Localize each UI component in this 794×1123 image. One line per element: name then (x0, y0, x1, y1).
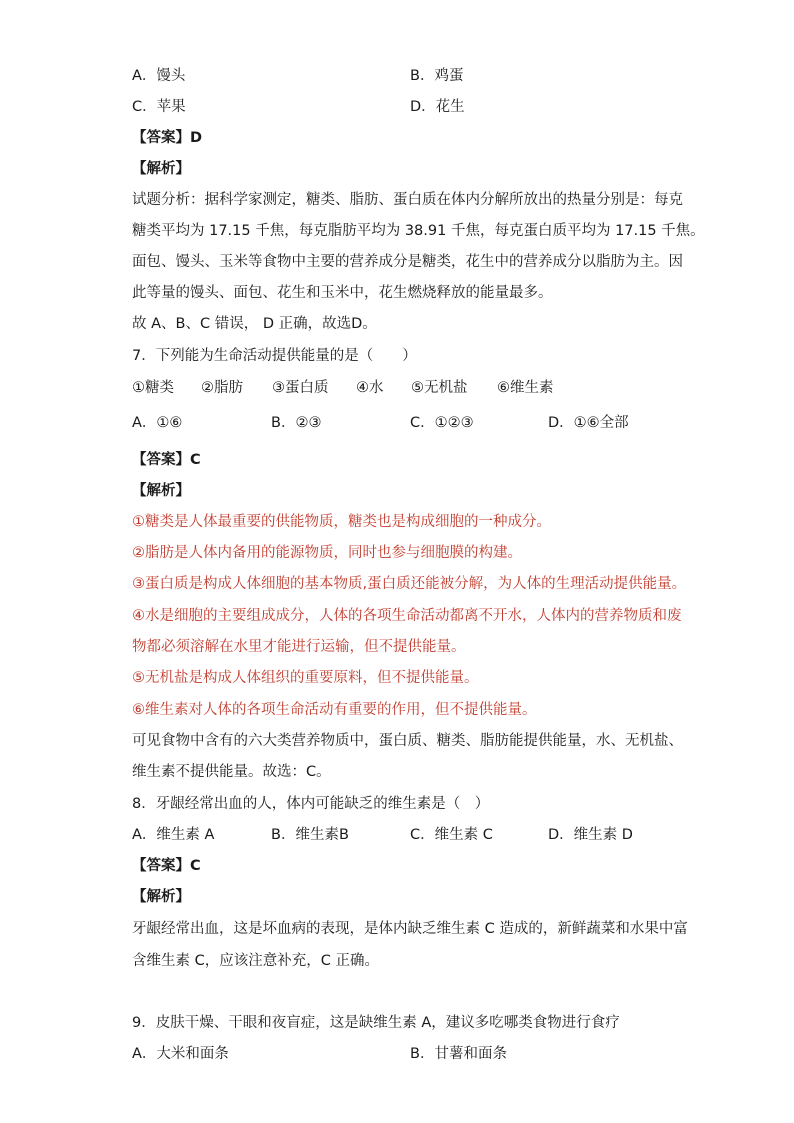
q6-analysis-label: 【解析】 (132, 161, 190, 177)
q7-option-d: D．①⑥全部 (548, 415, 629, 431)
q7-red-line: ③蛋白质是构成人体细胞的基本物质,蛋白质还能被分解，为人体的生理活动提供能量。 (132, 576, 687, 592)
q7-item: ④水 (356, 380, 384, 396)
q8-analysis-line: 含维生素 C，应该注意补充，C 正确。 (132, 953, 379, 969)
q7-analysis-label: 【解析】 (132, 483, 190, 499)
q7-item: ②脂肪 (201, 380, 243, 396)
q6-analysis-line: 糖类平均为 17.15 千焦，每克脂肪平均为 38.91 千焦，每克蛋白质平均为 17.15 千焦。 (132, 223, 705, 239)
q9-option-a: A．大米和面条 (132, 1046, 229, 1062)
q7-red-line: ①糖类是人体最重要的供能物质，糖类也是构成细胞的一种成分。 (132, 514, 551, 530)
q7-red-line: 物都必须溶解在水里才能进行运输，但不提供能量。 (132, 639, 466, 655)
q7-item: ⑤无机盐 (411, 380, 468, 396)
q9-option-b: B．甘薯和面条 (410, 1046, 507, 1062)
q7-item: ①糖类 (132, 380, 174, 396)
q6-analysis-line: 试题分析：据科学家测定，糖类、脂肪、蛋白质在体内分解所放出的热量分别是：每克 (132, 192, 683, 208)
q6-option-c: C．苹果 (132, 99, 186, 115)
q7-red-line: ④水是细胞的主要组成成分，人体的各项生命活动都离不开水，人体内的营养物质和废 (132, 608, 682, 624)
q7-red-line: ⑤无机盐是构成人体组织的重要原料，但不提供能量。 (132, 670, 479, 686)
q7-item: ⑥维生素 (497, 380, 554, 396)
q8-answer: 【答案】C (132, 858, 201, 874)
q7-conclusion-line: 维生素不提供能量。故选：C。 (132, 764, 331, 780)
q7-red-line: ②脂肪是人体内备用的能源物质，同时也参与细胞膜的构建。 (132, 545, 522, 561)
q6-analysis-line: 此等量的馒头、面包、花生和玉米中，花生燃烧释放的能量最多。 (132, 285, 553, 301)
q7-option-b: B．②③ (271, 415, 322, 431)
q6-analysis-line: 面包、馒头、玉米等食物中主要的营养成分是糖类，花生中的营养成分以脂肪为主。因 (132, 254, 683, 270)
q8-option-d: D．维生素 D (548, 827, 633, 843)
q7-option-a: A．①⑥ (132, 415, 183, 431)
q8-stem: 8．牙龈经常出血的人，体内可能缺乏的维生素是（ ） (132, 796, 490, 812)
q9-stem: 9．皮肤干燥、干眼和夜盲症，这是缺维生素 A，建议多吃哪类食物进行食疗 (132, 1015, 620, 1031)
q7-conclusion-line: 可见食物中含有的六大类营养物质中，蛋白质、糖类、脂肪能提供能量，水、无机盐、 (132, 733, 683, 749)
q7-item: ③蛋白质 (272, 380, 329, 396)
q7-stem: 7．下列能为生命活动提供能量的是（ ） (132, 348, 417, 364)
q6-answer: 【答案】D (132, 130, 203, 146)
q6-option-d: D．花生 (410, 99, 465, 115)
q6-option-a: A．馒头 (132, 68, 186, 84)
q8-analysis-line: 牙龈经常出血，这是坏血病的表现，是体内缺乏维生素 C 造成的，新鲜蔬菜和水果中富 (132, 921, 688, 937)
q7-option-c: C．①②③ (410, 415, 474, 431)
q6-analysis-line: 故 A、B、C 错误， D 正确，故选D。 (132, 316, 377, 332)
q8-analysis-label: 【解析】 (132, 889, 190, 905)
q8-option-c: C．维生素 C (410, 827, 493, 843)
q6-option-b: B．鸡蛋 (410, 68, 464, 84)
q7-answer: 【答案】C (132, 452, 201, 468)
q8-option-a: A．维生素 A (132, 827, 215, 843)
q8-option-b: B．维生素B (271, 827, 349, 843)
q7-red-line: ⑥维生素对人体的各项生命活动有重要的作用，但不提供能量。 (132, 702, 537, 718)
